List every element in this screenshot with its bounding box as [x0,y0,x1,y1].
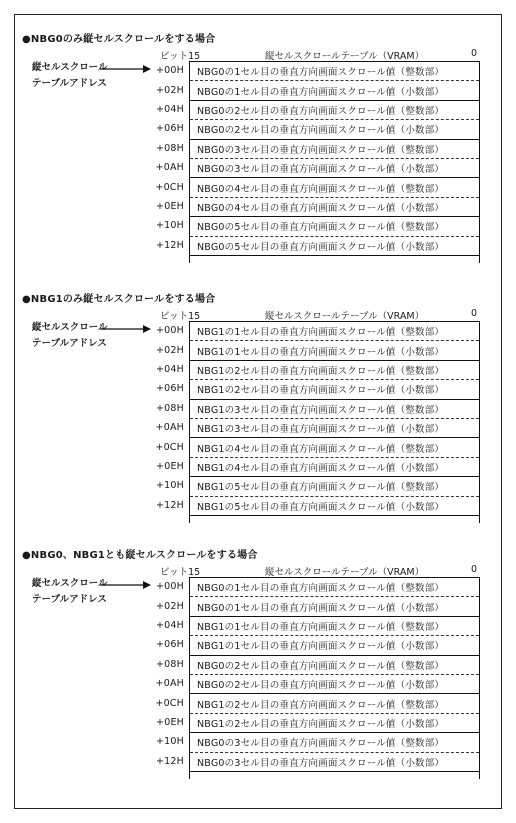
table-continuation [189,255,480,263]
offset-column [150,321,184,515]
offset-label: +06H [156,383,184,395]
table-row: NBG0の3セル目の垂直方向画面スクロール値（整数部） [190,733,479,752]
table-row: NBG0の3セル目の垂直方向画面スクロール値（小数部） [190,753,479,772]
table-row: NBG0の3セル目の垂直方向画面スクロール値（整数部） [190,140,479,159]
table-row: NBG1の3セル目の垂直方向画面スクロール値（整数部） [190,400,479,419]
offset-label: +0EH [156,716,184,728]
vram-table [189,61,480,256]
table-row: NBG0の4セル目の垂直方向画面スクロール値（整数部） [190,178,479,197]
table-row: NBG0の5セル目の垂直方向画面スクロール値（整数部） [190,217,479,236]
table-row: NBG0の3セル目の垂直方向画面スクロール値（小数部） [190,159,479,178]
arrow-right-icon [100,580,152,590]
table-row: NBG0の2セル目の垂直方向画面スクロール値（小数部） [190,675,479,694]
offset-label: +00H [156,581,184,593]
table-row: NBG1の5セル目の垂直方向画面スクロール値（整数部） [190,477,479,496]
offset-label: +0AH [155,678,184,690]
arrow-right-icon [100,324,152,334]
offset-label: +00H [156,65,184,77]
offset-column [150,61,184,255]
offset-label: +0AH [155,422,184,434]
table-address-label-line: テーブルアドレス [32,594,107,605]
vram-table [189,577,480,772]
table-row: NBG1の4セル目の垂直方向画面スクロール値（小数部） [190,458,479,477]
offset-label: +0EH [156,200,184,212]
table-header: 縦セルスクロールテーブル（VRAM） [265,311,425,322]
offset-label: +0CH [155,181,184,193]
table-row: NBG0の1セル目の垂直方向画面スクロール値（整数部） [190,578,479,597]
table-row: NBG0の2セル目の垂直方向画面スクロール値（整数部） [190,101,479,120]
offset-label: +0AH [155,162,184,174]
section-title: ●NBG0、NBG1とも縦セルスクロールをする場合 [22,550,258,561]
table-header: 縦セルスクロールテーブル（VRAM） [265,567,425,578]
table-continuation [189,771,480,779]
bit15-label: ビット15 [160,51,201,62]
vram-table [189,321,480,516]
table-row: NBG1の1セル目の垂直方向画面スクロール値（小数部） [190,636,479,655]
table-row: NBG1の1セル目の垂直方向画面スクロール値（小数部） [190,341,479,360]
offset-label: +06H [156,639,184,651]
bit0-label: 0 [471,564,478,575]
table-address-label [32,320,108,352]
offset-label: +04H [156,619,184,631]
offset-column [150,577,184,771]
table-row: NBG1の2セル目の垂直方向画面スクロール値（小数部） [190,380,479,399]
offset-label: +10H [156,736,184,748]
table-row: NBG0の2セル目の垂直方向画面スクロール値（小数部） [190,120,479,139]
offset-label: +0CH [155,441,184,453]
offset-label: +04H [156,103,184,115]
offset-label: +00H [156,325,184,337]
bit0-label: 0 [471,48,478,59]
offset-label: +12H [156,239,184,251]
table-address-label-line: 縦セルスクロール [32,322,108,333]
offset-label: +02H [156,600,184,612]
section-title: ●NBG1のみ縦セルスクロールをする場合 [22,294,216,305]
table-row: NBG0の4セル目の垂直方向画面スクロール値（小数部） [190,198,479,217]
table-address-label [32,60,108,92]
offset-label: +02H [156,344,184,356]
table-row: NBG1の2セル目の垂直方向画面スクロール値（整数部） [190,694,479,713]
offset-label: +12H [156,499,184,511]
offset-label: +10H [156,220,184,232]
table-address-label-line: 縦セルスクロール [32,62,108,73]
bit0-label: 0 [471,308,478,319]
table-row: NBG1の1セル目の垂直方向画面スクロール値（整数部） [190,322,479,341]
offset-label: +08H [156,402,184,414]
bit15-label: ビット15 [160,567,201,578]
table-row: NBG0の1セル目の垂直方向画面スクロール値（小数部） [190,81,479,100]
table-row: NBG1の3セル目の垂直方向画面スクロール値（小数部） [190,419,479,438]
table-address-label [32,576,108,608]
table-address-label-line: 縦セルスクロール [32,578,108,589]
table-continuation [189,515,480,523]
offset-label: +0CH [155,697,184,709]
offset-label: +08H [156,658,184,670]
arrow-right-icon [100,64,152,74]
offset-label: +04H [156,363,184,375]
table-address-label-line: テーブルアドレス [32,78,107,89]
table-row: NBG0の1セル目の垂直方向画面スクロール値（整数部） [190,62,479,81]
table-address-label-line: テーブルアドレス [32,338,107,349]
table-row: NBG1の5セル目の垂直方向画面スクロール値（小数部） [190,497,479,516]
offset-label: +06H [156,123,184,135]
table-row: NBG0の5セル目の垂直方向画面スクロール値（小数部） [190,237,479,256]
table-row: NBG0の2セル目の垂直方向画面スクロール値（整数部） [190,656,479,675]
table-row: NBG0の1セル目の垂直方向画面スクロール値（小数部） [190,597,479,616]
offset-label: +12H [156,755,184,767]
offset-label: +0EH [156,460,184,472]
section-title: ●NBG0のみ縦セルスクロールをする場合 [22,34,216,45]
table-header: 縦セルスクロールテーブル（VRAM） [265,51,425,62]
table-row: NBG1の4セル目の垂直方向画面スクロール値（整数部） [190,438,479,457]
table-row: NBG1の2セル目の垂直方向画面スクロール値（小数部） [190,714,479,733]
table-row: NBG1の2セル目の垂直方向画面スクロール値（整数部） [190,361,479,380]
offset-label: +10H [156,480,184,492]
bit15-label: ビット15 [160,311,201,322]
offset-label: +02H [156,84,184,96]
table-row: NBG1の1セル目の垂直方向画面スクロール値（整数部） [190,617,479,636]
offset-label: +08H [156,142,184,154]
